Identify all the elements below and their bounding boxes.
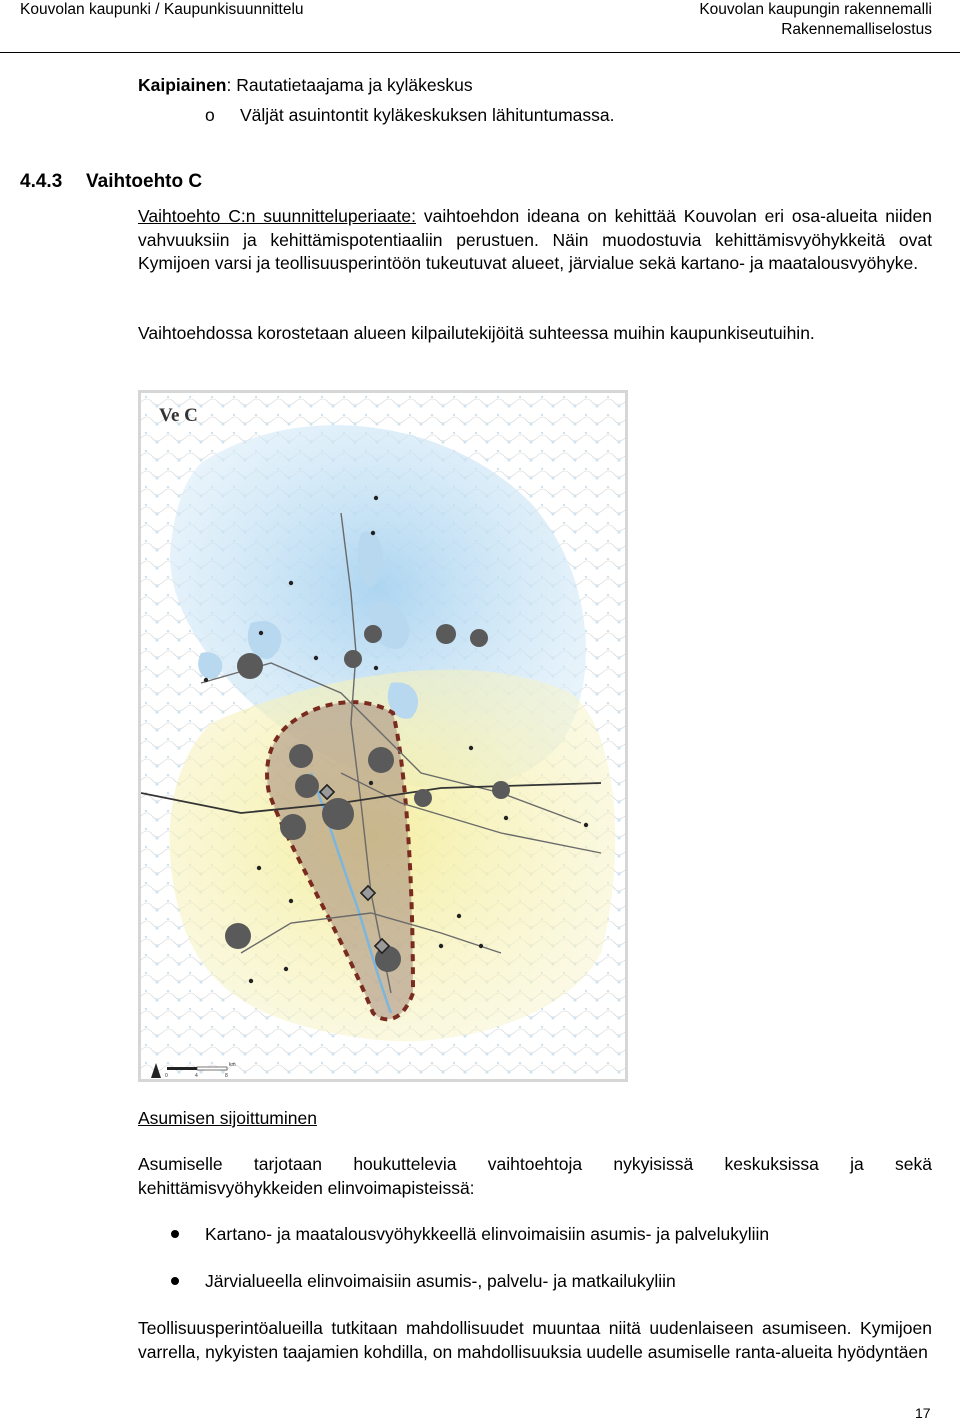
- hub-circle: [436, 624, 456, 644]
- industrial-paragraph: Teollisuusperintöalueilla tutkitaan mahdollisuudet muuntaa niitä uudenlaiseen asumiseen. Kymijoen varrella, nykyisten taajamien kohdilla, on mahdollisuuksia uudelle asumiselle ranta-alueita hyödyntäen: [138, 1318, 932, 1362]
- principle-paragraph: [138, 205, 932, 276]
- header-title-line2: Rakennemalliselostus: [781, 21, 932, 38]
- bullet-item: Järvialueella elinvoimaisiin asumis-, palvelu- ja matkailukyliin: [205, 1271, 676, 1291]
- emphasis-paragraph: Vaihtoehdossa korostetaan alueen kilpailutekijöitä suhteessa muihin kaupunkiseutuihin.: [138, 323, 815, 343]
- hub-circle: [322, 798, 354, 830]
- alternative-c-map: [138, 390, 628, 1082]
- hub-circle: [225, 923, 251, 949]
- principle-label: Vaihtoehto C:n suunnitteluperiaate:: [138, 206, 417, 226]
- place-description: : Rautatietaajama ja kyläkeskus: [226, 75, 473, 95]
- hub-circle: [492, 781, 510, 799]
- scale-unit: km: [229, 1062, 236, 1068]
- hub-circle: [364, 625, 382, 643]
- place-name: Kaipiainen: [138, 75, 227, 95]
- sub-bullet-text: Väljät asuintontit kyläkeskuksen lähituntumassa.: [240, 105, 615, 125]
- hub-circle: [280, 814, 306, 840]
- section-title: Vaihtoehto C: [86, 171, 203, 192]
- header-title-line1: Kouvolan kaupungin rakennemalli: [699, 1, 932, 18]
- page-header: [0, 0, 960, 53]
- scale-tick: 0: [165, 1073, 168, 1079]
- bullet-icon: [170, 1229, 182, 1241]
- header-document-title: [699, 0, 932, 40]
- hub-circle: [344, 650, 362, 668]
- place-line: [138, 74, 473, 97]
- section-number: 4.4.3: [20, 171, 63, 192]
- bullet-icon: [170, 1276, 182, 1288]
- hub-circle: [470, 629, 488, 647]
- map-graphic: [141, 393, 625, 1079]
- header-organization: Kouvolan kaupunki / Kaupunkisuunnittelu: [20, 1, 304, 18]
- principle-text: vaihtoehdon ideana on kehittää Kouvolan eri osa-alueita niiden vahvuuksiin ja kehittämispotentiaaliin perustuen. Näin muodostuvia kehittämisvyöhykkeitä ovat Kymijoen varsi ja teollisuusperintöön tukeutuvat alueet, järvialue sekä kartano- ja maatalousvyöhyke.: [138, 206, 932, 273]
- hub-circle: [414, 789, 432, 807]
- hub-circle: [289, 744, 313, 768]
- housing-subheading: Asumisen sijoittuminen: [138, 1108, 317, 1128]
- bullet-item: Kartano- ja maatalousvyöhykkeellä elinvoimaisiin asumis- ja palvelukyliin: [205, 1224, 770, 1244]
- hub-circle: [368, 747, 394, 773]
- sub-bullet-marker: o: [205, 105, 215, 125]
- scale-tick: 4: [195, 1073, 198, 1079]
- housing-paragraph: Asumiselle tarjotaan houkuttelevia vaihtoehtoja nykyisissä keskuksissa ja sekä kehittämisvyöhykkeiden elinvoimapisteissä:: [138, 1154, 932, 1198]
- hub-circle: [237, 653, 263, 679]
- scale-tick: 8: [225, 1073, 228, 1079]
- map-label: Ve C: [159, 405, 198, 426]
- hub-circle: [295, 774, 319, 798]
- page-number: 17: [915, 1405, 931, 1421]
